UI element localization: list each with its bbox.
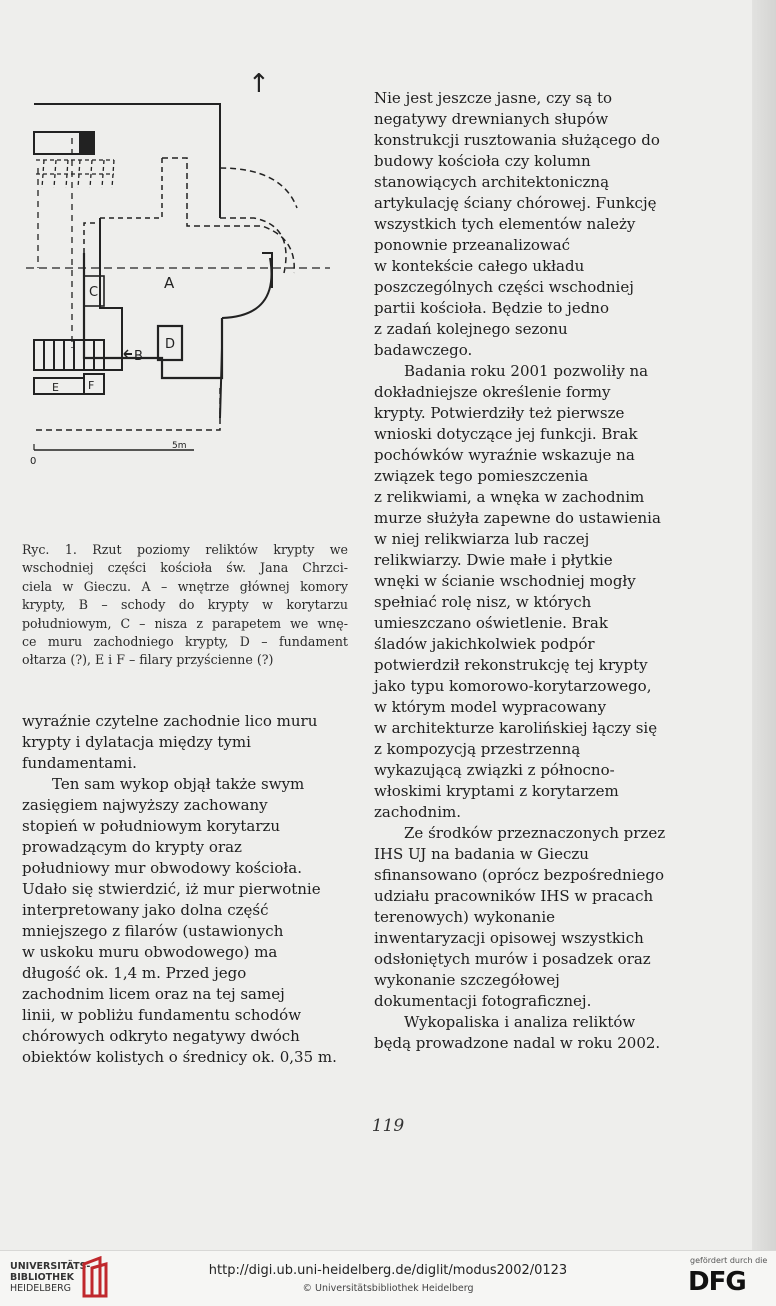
- caption-line: ołtarza (?), E i F – filary przyścienne (?): [22, 652, 274, 668]
- text-line: wnioski dotyczące jej funkcji. Brak: [374, 425, 638, 443]
- crypt-floor-plan: [22, 58, 352, 468]
- text-line: włoskimi kryptami z korytarzem: [374, 782, 619, 800]
- text-line: jako typu komorowo-korytarzowego,: [374, 677, 652, 695]
- text-line: ponownie przeanalizować: [374, 236, 571, 254]
- caption-line: południowym, C – nisza z parapetem we wnę-: [22, 615, 348, 631]
- caption-line: ce muru zachodniego krypty, D – fundament: [22, 634, 348, 650]
- scale-end-label: 5m: [172, 441, 187, 451]
- caption-line: wschodniej części kościoła św. Jana Chrzci-: [22, 560, 348, 576]
- text-line: interpretowany jako dolna część: [22, 901, 269, 919]
- page-number: 119: [371, 1116, 405, 1136]
- library-name-line: HEIDELBERG: [10, 1283, 72, 1294]
- library-name-line: UNIVERSITÄTS-: [10, 1261, 91, 1272]
- text-line: potwierdził rekonstrukcję tej krypty: [374, 656, 648, 674]
- text-line: południowy mur obwodowy kościoła.: [22, 859, 302, 877]
- text-line: w którym model wypracowany: [374, 698, 607, 716]
- text-line: w kontekście całego układu: [374, 257, 585, 275]
- text-line: Ten sam wykop objął także swym: [52, 775, 305, 793]
- scale-start-label: 0: [30, 456, 37, 467]
- text-line: długość ok. 1,4 m. Przed jego: [22, 964, 247, 982]
- text-line: Badania roku 2001 pozwoliły na: [404, 362, 649, 380]
- text-line: w uskoku muru obwodowego) ma: [22, 943, 278, 961]
- text-line: dokładniejsze określenie formy: [374, 383, 611, 401]
- text-line: spełniać rolę nisz, w których: [374, 593, 592, 611]
- paragraph: [374, 1012, 704, 1054]
- text-line: pochówków wyraźnie wskazuje na: [374, 446, 635, 464]
- label-b: B: [134, 349, 143, 364]
- viewer-footer: [0, 1250, 776, 1306]
- label-c: C: [89, 285, 99, 300]
- paragraph: [374, 823, 704, 1012]
- text-line: linii, w pobliżu fundamentu schodów: [22, 1006, 302, 1024]
- text-line: związek tego pomieszczenia: [374, 467, 589, 485]
- paragraph: [22, 711, 352, 774]
- text-line: Wykopaliska i analiza reliktów: [404, 1013, 636, 1031]
- text-line: budowy kościoła czy kolumn: [374, 152, 591, 170]
- text-line: stopień w południowym korytarzu: [22, 817, 281, 835]
- text-line: stanowiących architektoniczną: [374, 173, 610, 191]
- text-line: dokumentacji fotograficznej.: [374, 992, 592, 1010]
- text-line: artykulację ściany chórowej. Funkcję: [374, 194, 657, 212]
- text-line: wykazującą związki z północno-: [374, 761, 615, 779]
- text-line: relikwiarzy. Dwie małe i płytkie: [374, 551, 613, 569]
- figure-caption: [22, 541, 348, 670]
- text-line: zachodnim.: [374, 803, 461, 821]
- text-line: Nie jest jeszcze jasne, czy są to: [374, 89, 613, 107]
- text-line: śladów jakichkolwiek podpór: [374, 635, 595, 653]
- copyright-notice: © Universitätsbibliothek Heidelberg: [302, 1283, 474, 1294]
- text-line: mniejszego z filarów (ustawionych: [22, 922, 284, 940]
- text-line: wykonanie szczegółowej: [374, 971, 560, 989]
- text-line: IHS UJ na badania w Gieczu: [374, 845, 589, 863]
- funding-note: gefördert durch die: [690, 1256, 768, 1265]
- text-line: będą prowadzone nadal w roku 2002.: [374, 1034, 661, 1052]
- page-edge-shadow: [752, 0, 776, 1250]
- text-line: chórowych odkryto negatywy dwóch: [22, 1027, 300, 1045]
- dfg-logo[interactable]: DFG: [688, 1267, 746, 1297]
- text-line: z relikwiami, a wnęka w zachodnim: [374, 488, 645, 506]
- text-line: konstrukcji rusztowania służącego do: [374, 131, 660, 149]
- label-a: A: [164, 274, 175, 292]
- text-line: umieszczano oświetlenie. Brak: [374, 614, 608, 632]
- text-line: prowadzącym do krypty oraz: [22, 838, 242, 856]
- text-line: Ze środków przeznaczonych przez: [404, 824, 666, 842]
- text-line: zachodnim licem oraz na tej samej: [22, 985, 285, 1003]
- text-line: fundamentami.: [22, 754, 137, 772]
- text-line: w niej relikwiarza lub raczej: [374, 530, 590, 548]
- text-line: z kompozycją przestrzenną: [374, 740, 581, 758]
- left-text-column: [22, 711, 352, 1068]
- paragraph: [374, 361, 704, 823]
- label-f: F: [88, 379, 95, 392]
- right-text-column: [374, 88, 704, 1054]
- text-line: zasięgiem najwyższy zachowany: [22, 796, 268, 814]
- text-line: sfinansowano (oprócz bezpośredniego: [374, 866, 665, 884]
- text-line: partii kościoła. Będzie to jedno: [374, 299, 609, 317]
- label-d: D: [165, 337, 176, 352]
- text-line: udziału pracowników IHS w pracach: [374, 887, 654, 905]
- text-line: inwentaryzacji opisowej wszystkich: [374, 929, 644, 947]
- north-arrow-icon: ↑: [248, 69, 270, 99]
- text-line: wszystkich tych elementów należy: [374, 215, 636, 233]
- caption-line: krypty, B – schody do krypty w korytarzu: [22, 597, 348, 613]
- text-line: z zadań kolejnego sezonu: [374, 320, 568, 338]
- text-line: negatywy drewnianych słupów: [374, 110, 609, 128]
- permalink-url[interactable]: http://digi.ub.uni-heidelberg.de/diglit/modus2002/0123: [208, 1263, 568, 1278]
- text-line: odsłoniętych murów i posadzek oraz: [374, 950, 651, 968]
- text-line: obiektów kolistych o średnicy ok. 0,35 m.: [22, 1048, 337, 1066]
- text-line: badawczego.: [374, 341, 473, 359]
- text-line: terenowych) wykonanie: [374, 908, 556, 926]
- caption-line: Ryc. 1. Rzut poziomy reliktów krypty we: [22, 542, 348, 557]
- text-line: Udało się stwierdzić, iż mur pierwotnie: [22, 880, 321, 898]
- text-line: murze służyła zapewne do ustawienia: [374, 509, 661, 527]
- text-line: poszczególnych części wschodniej: [374, 278, 634, 296]
- caption-line: ciela w Gieczu. A – wnętrze głównej komory: [22, 578, 348, 594]
- text-line: wnęki w ścianie wschodniej mogły: [374, 572, 636, 590]
- paragraph: [22, 774, 352, 1068]
- label-e: E: [52, 381, 59, 394]
- text-line: krypty i dylatacja między tymi: [22, 733, 251, 751]
- text-line: wyraźnie czytelne zachodnie lico muru: [22, 712, 318, 730]
- library-name-line: BIBLIOTHEK: [10, 1272, 74, 1283]
- paragraph: [374, 88, 704, 361]
- text-line: w architekturze karolińskiej łączy się: [374, 719, 658, 737]
- text-line: krypty. Potwierdziły też pierwsze: [374, 404, 625, 422]
